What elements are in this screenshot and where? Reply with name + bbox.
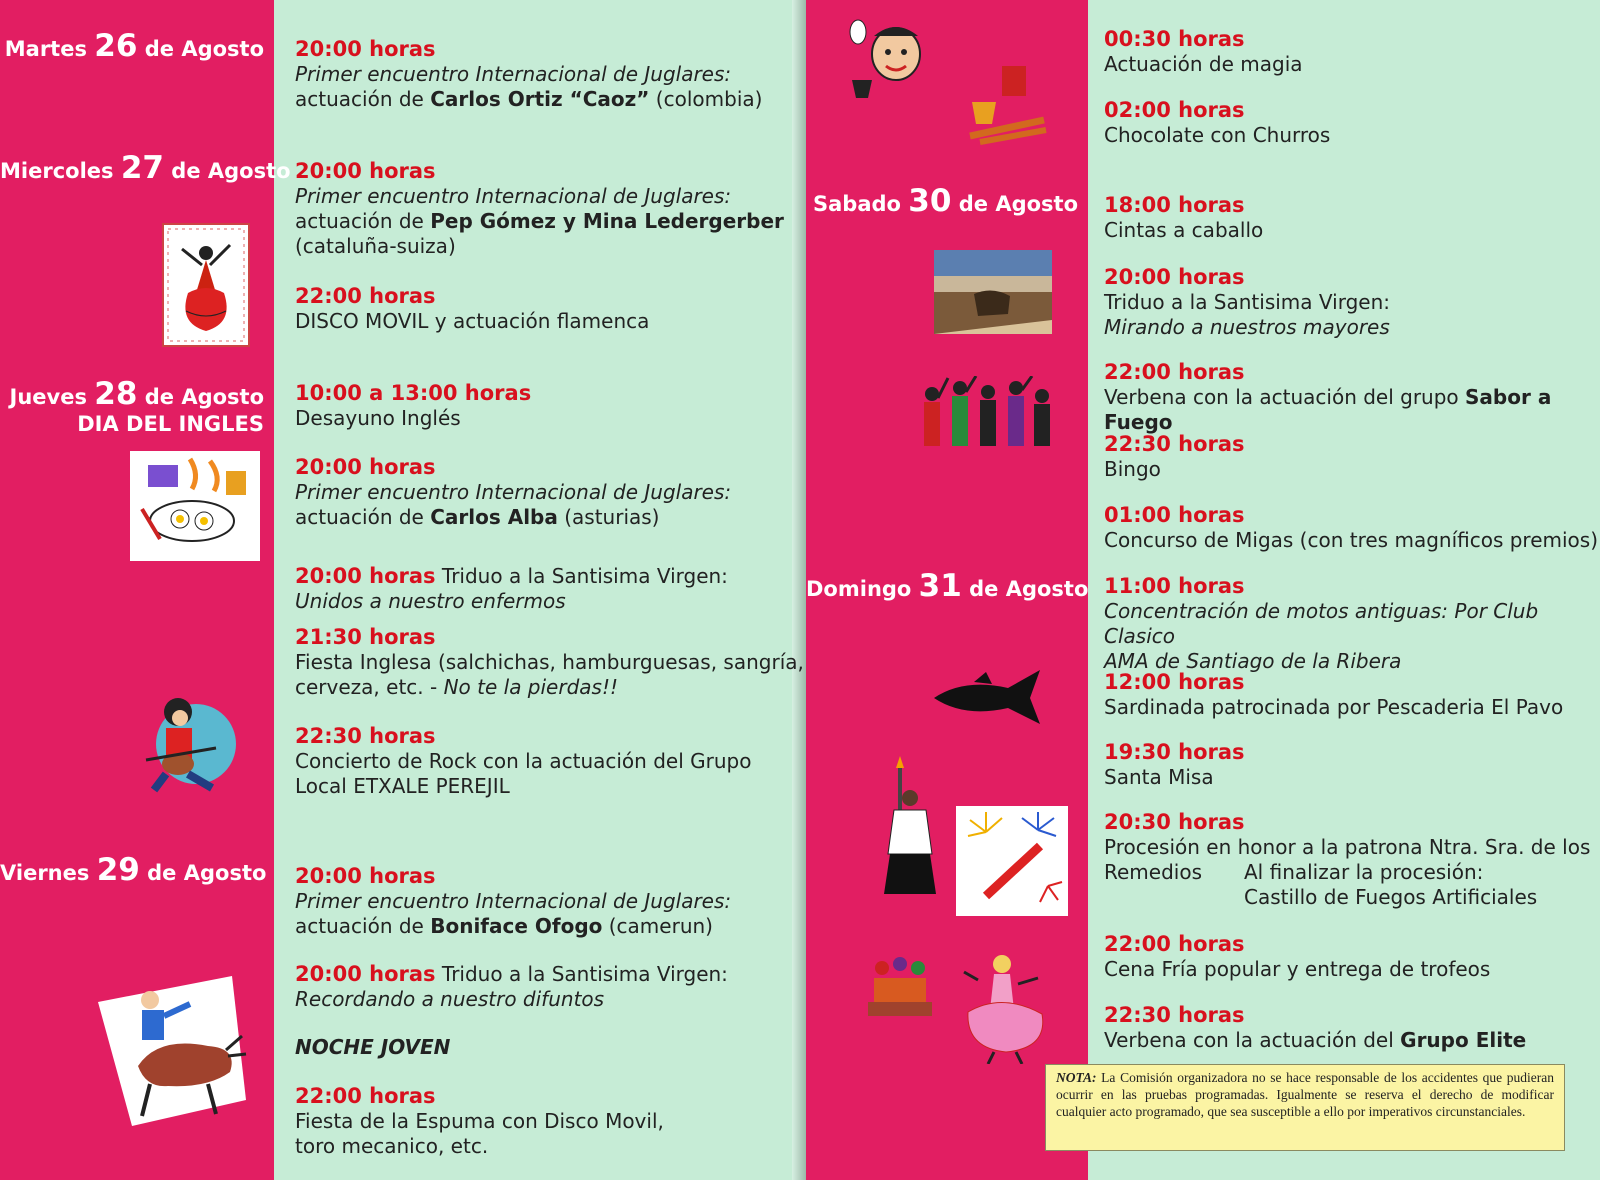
event-cintas-caballo: 18:00 horas Cintas a caballo bbox=[1104, 193, 1264, 242]
event-desayuno-ingles: 10:00 a 13:00 horas Desayuno Inglés bbox=[295, 381, 532, 430]
flamenco-dancer-icon bbox=[162, 223, 250, 347]
event-concurso-migas: 01:00 horas Concurso de Migas (con tres magníficos premios) bbox=[1104, 503, 1599, 552]
couple-dancing-icon bbox=[958, 952, 1054, 1064]
magician-icon bbox=[842, 14, 934, 100]
date-29-agosto: Viernes 29 de Agosto bbox=[0, 852, 267, 888]
date-26-agosto: Martes 26 de Agosto bbox=[4, 28, 264, 64]
event-procesion: 20:30 horas Procesión en honor a la patrona Ntra. Sra. de los Remedios Al finalizar la procesión: Castillo de Fuegos Artificiales bbox=[1104, 810, 1591, 909]
event-triduo-enfermos: 20:00 horas Triduo a la Santisima Virgen: Unidos a nuestro enfermos bbox=[295, 564, 728, 613]
dia-del-ingles-label: DIA DEL INGLES bbox=[77, 412, 264, 436]
event-cena-fria: 22:00 horas Cena Fría popular y entrega de trofeos bbox=[1104, 932, 1491, 981]
sardine-fish-icon bbox=[934, 668, 1044, 726]
noche-joven-heading: NOCHE JOVEN bbox=[295, 1035, 451, 1059]
date-27-agosto: Miercoles 27 de Agosto bbox=[0, 150, 291, 186]
event-juglares-caoz: 20:00 horas Primer encuentro Internacional de Juglares: actuación de Carlos Ortiz “Caoz” (colombia) bbox=[295, 37, 763, 111]
horse-ribbons-photo bbox=[934, 250, 1052, 334]
dancing-crowd-icon bbox=[918, 376, 1058, 448]
event-santa-misa: 19:30 horas Santa Misa bbox=[1104, 740, 1245, 789]
chocolate-churros-icon bbox=[966, 62, 1050, 146]
event-juglares-pep-gomez: 20:00 horas Primer encuentro Internacional de Juglares: actuación de Pep Gómez y Mina Ledergerber (cataluña-suiza) bbox=[295, 159, 784, 258]
event-disco-movil: 22:00 horas DISCO MOVIL y actuación flamenca bbox=[295, 284, 650, 333]
note-text: La Comisión organizadora no se hace responsable de los accidentes que pudieran ocurrir en las pruebas programadas. Igualmente se reserva el derecho de modificar cualquier acto programado, que sea susceptible a ello por imperativos circunstanciales. bbox=[1056, 1070, 1555, 1119]
page-fold bbox=[792, 0, 806, 1180]
event-verbena-sabor-fuego: 22:00 horas Verbena con la actuación del grupo Sabor a Fuego bbox=[1104, 360, 1552, 434]
fireworks-icon bbox=[956, 806, 1068, 916]
event-triduo-difuntos: 20:00 horas Triduo a la Santisima Virgen: Recordando a nuestro difuntos bbox=[295, 962, 728, 1011]
event-triduo-mayores: 20:00 horas Triduo a la Santisima Virgen: Mirando a nuestros mayores bbox=[1104, 265, 1390, 339]
event-concierto-rock: 22:30 horas Concierto de Rock con la actuación del Grupo Local ETXALE PEREJIL bbox=[295, 724, 752, 798]
dinner-table-icon bbox=[866, 956, 934, 1020]
date-28-agosto: Jueves 28 de Agosto DIA DEL INGLES bbox=[0, 376, 264, 436]
rock-guitarist-icon bbox=[136, 690, 242, 794]
bull-rider-icon bbox=[98, 976, 248, 1126]
event-motos-antiguas: 11:00 horas Concentración de motos antiguas: Por Club Clasico AMA de Santiago de la Ribera bbox=[1104, 574, 1539, 673]
event-actuacion-magia: 00:30 horas Actuación de magia bbox=[1104, 27, 1303, 76]
date-30-agosto: Sabado 30 de Agosto bbox=[813, 183, 1078, 219]
event-fiesta-inglesa: 21:30 horas Fiesta Inglesa (salchichas, hamburguesas, sangría, cerveza, etc. - No te la pierdas!! bbox=[295, 625, 804, 699]
english-breakfast-icon bbox=[130, 451, 260, 561]
disclaimer-note bbox=[1045, 1064, 1565, 1151]
event-fiesta-espuma: 22:00 horas Fiesta de la Espuma con Disco Movil, toro mecanico, etc. bbox=[295, 1084, 664, 1158]
event-sardinada: 12:00 horas Sardinada patrocinada por Pescaderia El Pavo bbox=[1104, 670, 1564, 719]
date-31-agosto: Domingo 31 de Agosto bbox=[806, 568, 1089, 604]
event-bingo: 22:30 horas Bingo bbox=[1104, 432, 1245, 481]
altar-boy-icon bbox=[880, 756, 940, 896]
event-juglares-boniface: 20:00 horas Primer encuentro Internacional de Juglares: actuación de Boniface Ofogo (camerun) bbox=[295, 864, 732, 938]
note-label: NOTA: bbox=[1056, 1070, 1097, 1085]
event-verbena-grupo-elite: 22:30 horas Verbena con la actuación del Grupo Elite bbox=[1104, 1003, 1527, 1052]
event-chocolate-churros: 02:00 horas Chocolate con Churros bbox=[1104, 98, 1331, 147]
event-juglares-carlos-alba: 20:00 horas Primer encuentro Internacional de Juglares: actuación de Carlos Alba (asturias) bbox=[295, 455, 732, 529]
